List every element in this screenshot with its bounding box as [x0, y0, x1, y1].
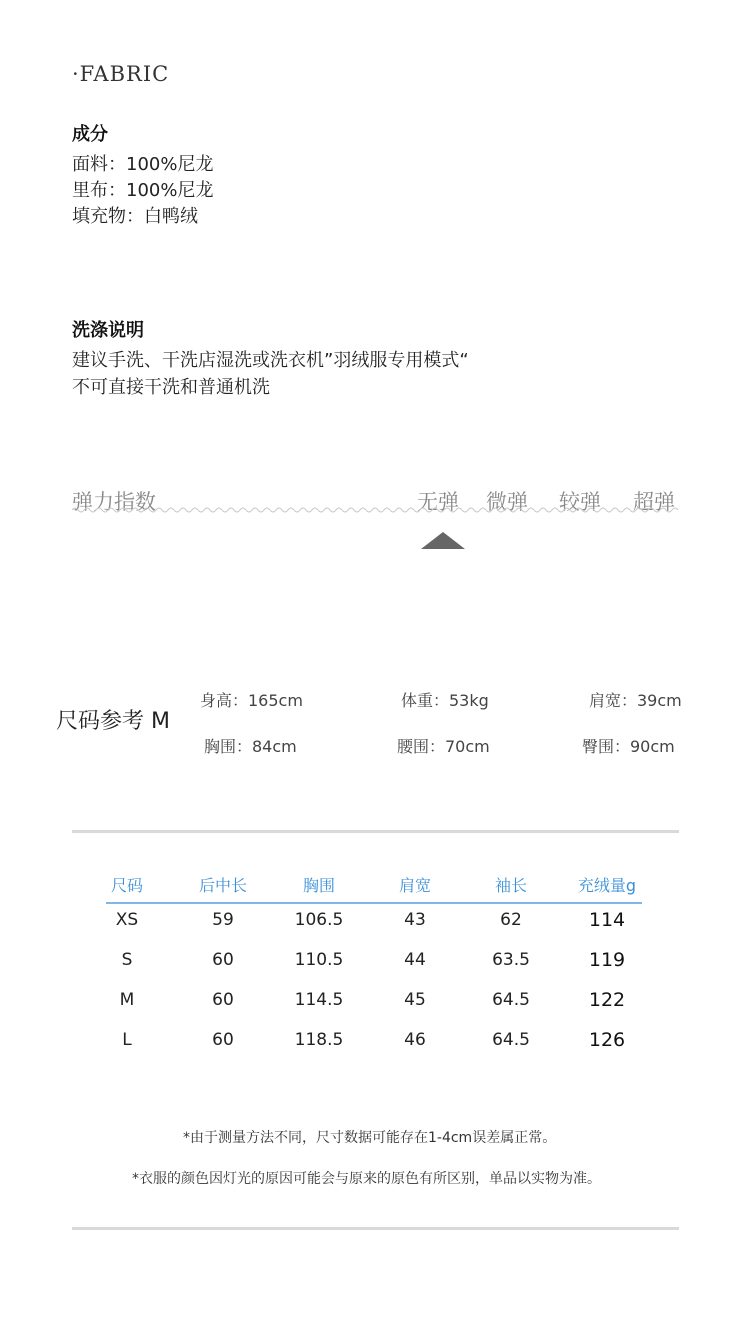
table-row: [79, 900, 655, 940]
cell-size: XS: [115, 910, 139, 930]
measure-height: 身高：165cm: [200, 691, 303, 710]
cell-fill-weight: 119: [588, 949, 626, 971]
cell-back-length: 60: [212, 1030, 234, 1050]
measure-bust: 胸围：84cm: [204, 737, 297, 756]
stretch-pointer-triangle: [421, 532, 465, 549]
table-header-underline: [106, 902, 642, 904]
stretch-wave-line: [72, 506, 679, 514]
composition-line-shell: 面料：100%尼龙: [72, 154, 214, 175]
col-header-fill-weight: 充绒量g: [577, 875, 637, 895]
stretch-index-title: 弹力指数: [72, 490, 156, 514]
size-reference-label: 尺码参考 M: [56, 709, 170, 734]
col-header-back-length: 后中长: [198, 875, 247, 895]
cell-size: S: [121, 950, 133, 970]
table-row: [79, 940, 655, 980]
composition-line-filling: 填充物：白鸭绒: [72, 206, 198, 227]
measure-shoulder: 肩宽：39cm: [589, 691, 682, 710]
cell-sleeve: 64.5: [492, 990, 530, 1010]
size-table-header-row: [79, 868, 655, 900]
cell-sleeve: 64.5: [492, 1030, 530, 1050]
stretch-option-medium: 较弹: [559, 490, 601, 514]
washing-line-2: 不可直接干洗和普通机洗: [72, 377, 270, 398]
cell-shoulder: 45: [404, 990, 426, 1010]
cell-shoulder: 46: [404, 1030, 426, 1050]
divider-top: [72, 830, 679, 833]
cell-sleeve: 62: [500, 910, 522, 930]
measure-weight: 体重：53kg: [401, 691, 489, 710]
cell-fill-weight: 114: [588, 909, 626, 931]
composition-line-lining: 里布：100%尼龙: [72, 180, 214, 201]
washing-line-1: 建议手洗、干洗店湿洗或洗衣机”羽绒服专用模式“: [72, 350, 469, 371]
col-header-bust: 胸围: [302, 875, 335, 895]
col-header-sleeve: 袖长: [494, 875, 527, 895]
cell-bust: 114.5: [294, 990, 344, 1010]
measure-hip: 臀围：90cm: [582, 737, 675, 756]
composition-heading: 成分: [72, 124, 108, 145]
col-header-size: 尺码: [110, 875, 143, 895]
note-measurement: *由于测量方法不同，尺寸数据可能存在1-4cm误差属正常。: [183, 1130, 557, 1146]
size-table: [79, 868, 655, 1060]
stretch-option-high: 超弹: [633, 490, 675, 514]
cell-shoulder: 43: [404, 910, 426, 930]
cell-size: M: [119, 990, 135, 1010]
stretch-option-slight: 微弹: [486, 490, 528, 514]
measure-waist: 腰围：70cm: [397, 737, 490, 756]
cell-fill-weight: 122: [588, 989, 626, 1011]
cell-back-length: 60: [212, 990, 234, 1010]
divider-bottom: [72, 1227, 679, 1230]
cell-size: L: [122, 1030, 132, 1050]
cell-bust: 110.5: [294, 950, 344, 970]
note-color: *衣服的颜色因灯光的原因可能会与原来的原色有所区别，单品以实物为准。: [132, 1171, 601, 1187]
cell-sleeve: 63.5: [492, 950, 530, 970]
cell-bust: 118.5: [294, 1030, 344, 1050]
cell-back-length: 59: [212, 910, 234, 930]
table-row: [79, 980, 655, 1020]
cell-bust: 106.5: [294, 910, 344, 930]
washing-heading: 洗涤说明: [72, 320, 144, 341]
cell-shoulder: 44: [404, 950, 426, 970]
fabric-title: ·FABRIC: [72, 62, 170, 86]
stretch-option-none: 无弹: [417, 490, 459, 514]
col-header-shoulder: 肩宽: [398, 875, 431, 895]
cell-fill-weight: 126: [588, 1029, 626, 1051]
table-row: [79, 1020, 655, 1060]
cell-back-length: 60: [212, 950, 234, 970]
